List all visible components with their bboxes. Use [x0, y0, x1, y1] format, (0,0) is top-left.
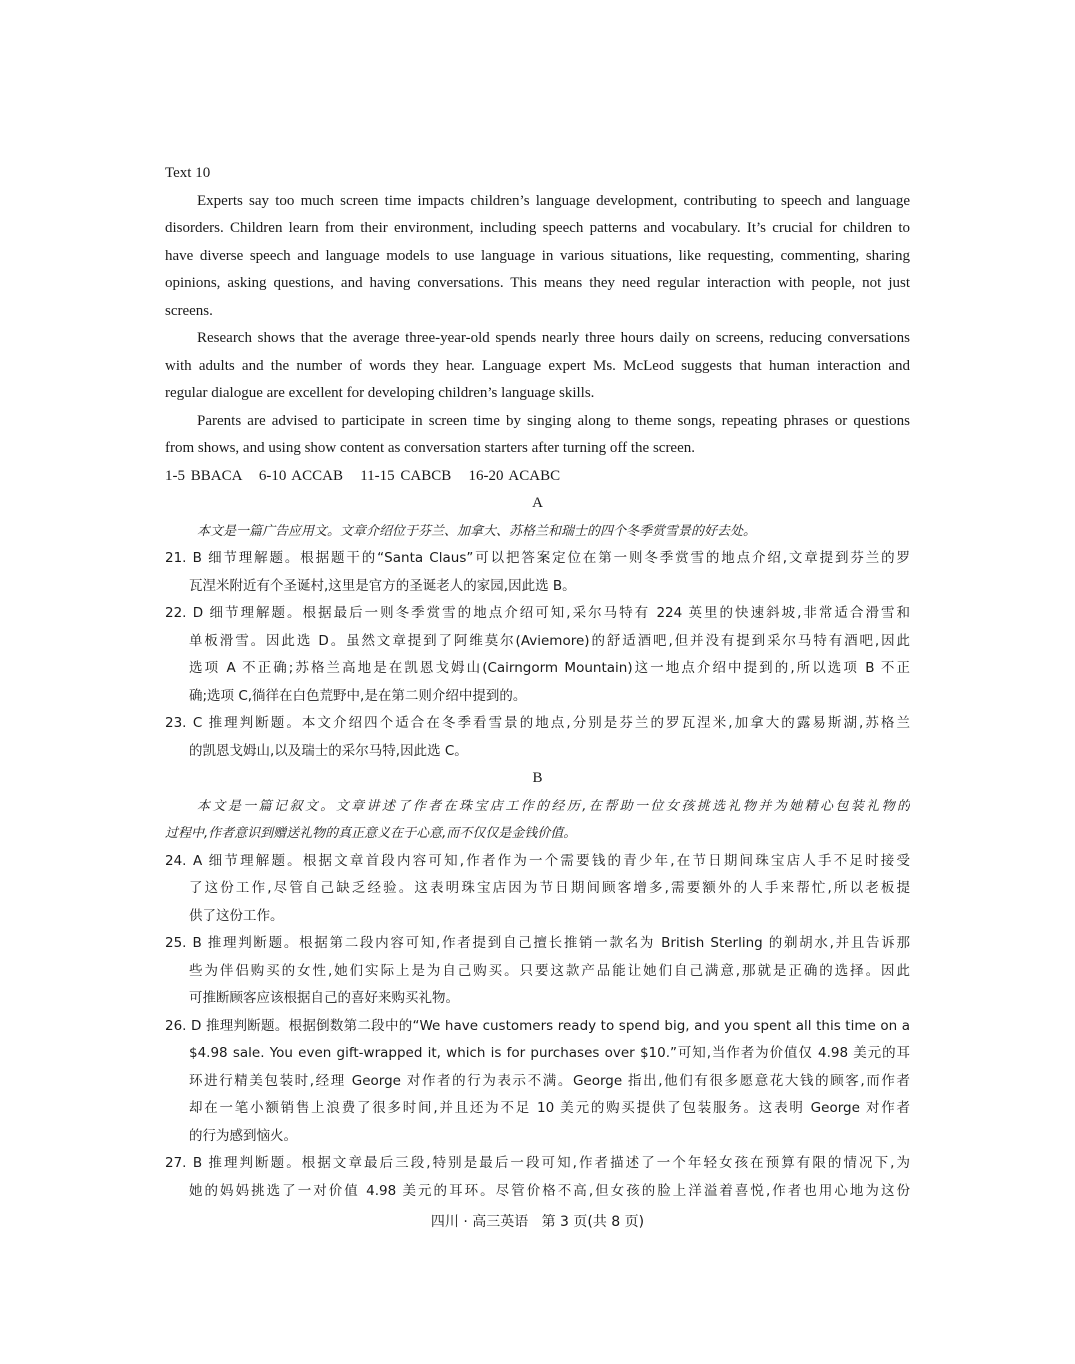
- explanation-line: 了这份工作,尽管自己缺乏经验。这表明珠宝店因为节日期间顾客增多,需要额外的人手来帮忙,所以老板提: [189, 880, 910, 896]
- text10-passage: [165, 188, 910, 463]
- explanation-line: 选项 A 不正确;苏格兰高地是在凯恩戈姆山(Cairngorm Mountain)这一地点介绍中提到的,所以选项 B 不正: [189, 660, 910, 676]
- section-a-label: A: [532, 495, 543, 511]
- explanation-line: 瓦涅米附近有个圣诞村,这里是官方的圣诞老人的家园,因此选 B。: [189, 577, 576, 594]
- explanation-line: 些为伴侣购买的女性,她们实际上是为自己购买。只要这款产品能让她们自己满意,那就是正确的选择。因此: [189, 962, 910, 979]
- explanation-line: 单板滑雪。因此选 D。虽然文章提到了阿维莫尔(Aviemore)的舒适酒吧,但并没有提到采尔马特有酒吧,因此: [189, 632, 910, 649]
- explanation-line: 25. B 推理判断题。根据第二段内容可知,作者提到自己擅长推销一款名为 British Sterling 的剃胡水,并且告诉那: [165, 935, 910, 951]
- explanation-line: $4.98 sale. You even gift-wrapped it, which is for purchases over $10.”可知,当作者为价值仅 4.98 美元的耳: [189, 1045, 910, 1061]
- explanation-line: 她的妈妈挑选了一对价值 4.98 美元的耳环。尽管价格不高,但女孩的脸上洋溢着喜悦,作者也用心地为这份: [189, 1182, 910, 1199]
- explanation-line: 21. B 细节理解题。根据题干的“Santa Claus”可以把答案定位在第一则冬季赏雪的地点介绍,文章提到芬兰的罗: [165, 550, 910, 566]
- explanation-line: 22. D 细节理解题。根据最后一则冬季赏雪的地点介绍可知,采尔马特有 224 英里的快速斜坡,非常适合滑雪和: [165, 605, 910, 621]
- explanation-line: 23. C 推理判断题。本文介绍四个适合在冬季看雪景的地点,分别是芬兰的罗瓦涅米,加拿大的露易斯湖,苏格兰: [165, 715, 910, 731]
- section-a-explanations: [165, 545, 910, 765]
- passage-line: screens.: [165, 302, 213, 319]
- section-b-summary: 过程中,作者意识到赠送礼物的真正意义在于心意,而不仅仅是金钱价值。: [165, 826, 577, 841]
- text10-heading: Text 10: [165, 165, 211, 181]
- passage-line: opinions, asking questions, and having conversations. This means they need regular interaction with people, not just: [165, 275, 910, 291]
- passage-line: regular dialogue are excellent for developing children’s language skills.: [165, 385, 595, 401]
- section-b-explanations: [165, 848, 910, 1206]
- explanation-line: 的凯恩戈姆山,以及瑞士的采尔马特,因此选 C。: [189, 742, 468, 759]
- passage-line: Parents are advised to participate in screen time by singing along to theme songs, repeating phrases or questions: [197, 412, 910, 429]
- explanation-line: 的行为感到恼火。: [189, 1127, 297, 1144]
- passage-line: Experts say too much screen time impacts children’s language development, contributing to speech and language: [197, 192, 910, 209]
- explanation-line: 27. B 推理判断题。根据文章最后三段,特别是最后一段可知,作者描述了一个年轻女孩在预算有限的情况下,为: [165, 1155, 910, 1171]
- passage-line: have diverse speech and language models to use language in various situations, like requesting, commenting, sharing: [165, 247, 910, 264]
- answer-key-1-20: 1-5 BBACA 6-10 ACCAB 11-15 CABCB 16-20 ACABC: [165, 467, 561, 484]
- explanation-line: 26. D 推理判断题。根据倒数第二段中的“We have customers ready to spend big, and you spent all this time on a: [165, 1017, 910, 1034]
- explanation-line: 确;选项 C,徜徉在白色荒野中,是在第二则介绍中提到的。: [189, 687, 527, 704]
- section-a-summary: 本文是一篇广告应用文。文章介绍位于芬兰、加拿大、苏格兰和瑞士的四个冬季赏雪景的好去处。: [197, 523, 757, 539]
- passage-line: from shows, and using show content as conversation starters after turning off the screen.: [165, 440, 696, 456]
- section-b-label: B: [532, 770, 543, 786]
- explanation-line: 可推断顾客应该根据自己的喜好来购买礼物。: [189, 990, 459, 1006]
- answer-key-page: [165, 160, 910, 1205]
- passage-line: disorders. Children learn from their environment, including speech patterns and vocabulary. It’s crucial for children to: [165, 220, 910, 236]
- explanation-line: 环进行精美包装时,经理 George 对作者的行为表示不满。George 指出,他们有很多愿意花大钱的顾客,而作者: [189, 1072, 910, 1089]
- page-footer: 四川 · 高三英语 第 3 页(共 8 页): [430, 1214, 645, 1230]
- section-b-summary: 本文是一篇记叙文。文章讲述了作者在珠宝店工作的经历,在帮助一位女孩挑选礼物并为她精心包装礼物的: [197, 798, 910, 814]
- explanation-line: 却在一笔小额销售上浪费了很多时间,并且还为不足 10 美元的购买提供了包装服务。这表明 George 对作者: [189, 1100, 910, 1116]
- explanation-line: 供了这份工作。: [189, 907, 284, 924]
- passage-line: Research shows that the average three-year-old spends nearly three hours daily on screens, reducing conversations: [197, 330, 910, 346]
- passage-line: with adults and the number of words they hear. Language expert Ms. McLeod suggests that human interaction and: [165, 357, 910, 374]
- explanation-line: 24. A 细节理解题。根据文章首段内容可知,作者作为一个需要钱的青少年,在节日期间珠宝店人手不足时接受: [165, 852, 910, 869]
